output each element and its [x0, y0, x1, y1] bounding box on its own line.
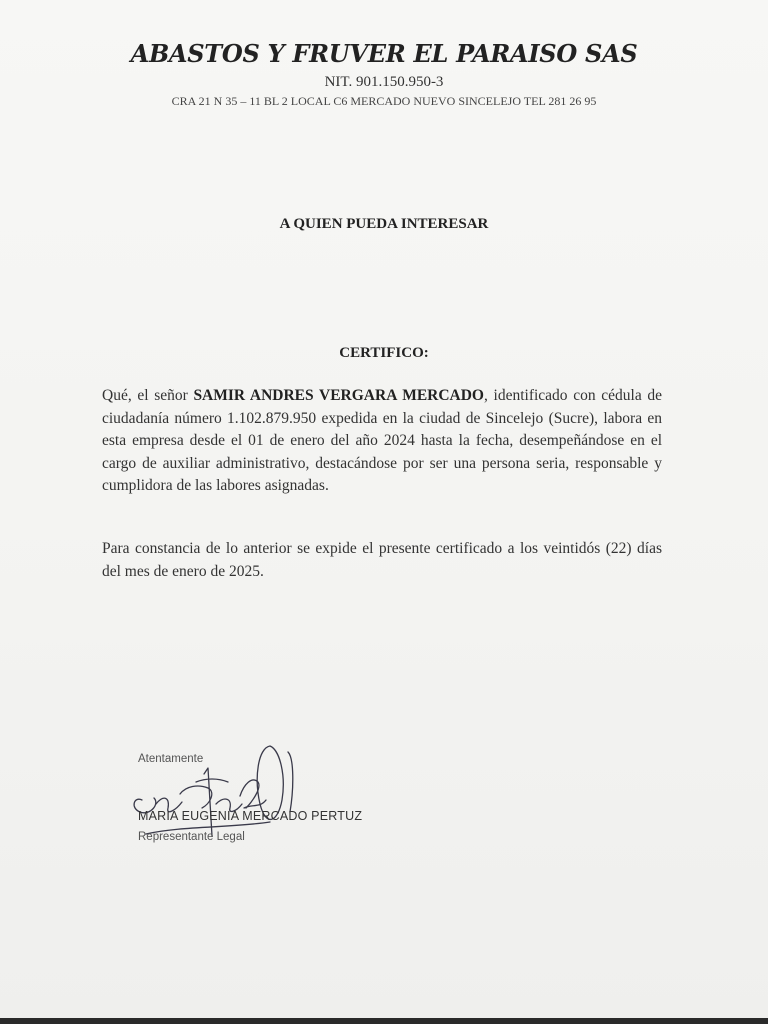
- paragraph-lead: Qué, el señor: [102, 387, 194, 404]
- closing-text: Atentamente: [138, 753, 204, 765]
- salutation: A QUIEN PUEDA INTERESAR: [279, 216, 489, 232]
- signer-role: Representante Legal: [138, 831, 245, 843]
- employee-name: SAMIR ANDRES VERGARA MERCADO: [193, 387, 484, 404]
- issuance-paragraph: Para constancia de lo anterior se expide el presente certificado a los veintidós (22) días del mes de enero de 2025.: [102, 540, 662, 580]
- certify-heading: CERTIFICO:: [339, 345, 429, 361]
- company-address: CRA 21 N 35 – 11 BL 2 LOCAL C6 MERCADO NUEVO SINCELEJO TEL 281 26 95: [171, 94, 597, 108]
- certificate-paragraph: [102, 385, 662, 498]
- signer-name: MARIA EUGENIA MERCADO PERTUZ: [138, 809, 363, 823]
- paragraph-body: , identificado con cédula de ciudadanía número 1.102.879.950 expedida en la ciudad de Sincelejo (Sucre), labora en esta empresa desde el 01 de enero del año 2024 hasta la fecha, desempeñándose en el cargo de auxiliar administrativo, destacándose por ser una persona seria, responsable y cumplidora de las labores asignadas.: [102, 387, 662, 494]
- scan-bottom-edge: [0, 1018, 768, 1024]
- company-name: ABASTOS Y FRUVER EL PARAISO SAS: [130, 39, 638, 68]
- company-nit: NIT. 901.150.950-3: [324, 74, 444, 90]
- letterhead: [0, 36, 768, 110]
